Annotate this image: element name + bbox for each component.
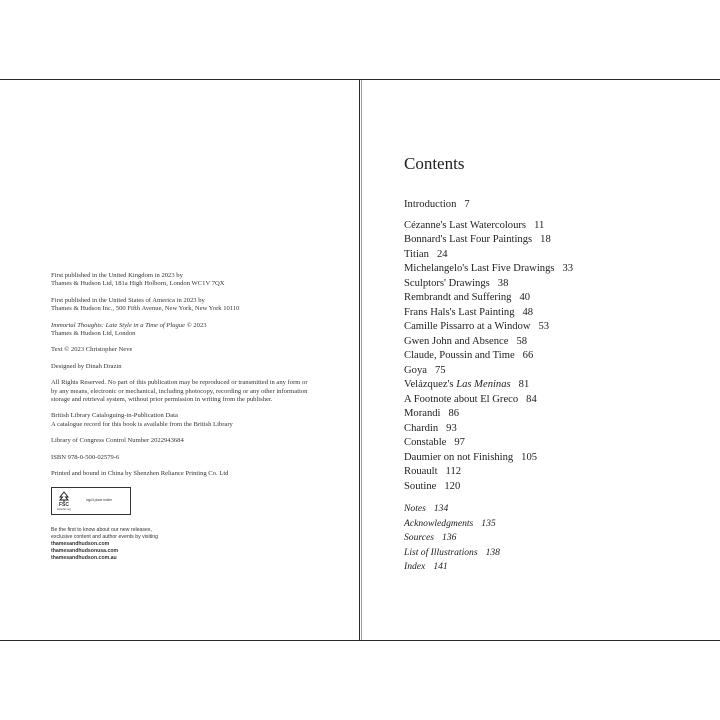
toc-entry-page: 40 [519, 292, 531, 303]
promo-line1: Be the first to know about our new releases, [51, 526, 152, 533]
toc-entry-title: Morandi [404, 408, 441, 419]
toc-entry [404, 219, 704, 234]
toc-entry-page: 58 [516, 335, 528, 347]
toc-entry-page: 81 [518, 379, 530, 390]
toc-entry [404, 248, 704, 263]
toc-entry-title: Bonnard's Last Four Paintings [404, 234, 533, 245]
toc-entry-page: 33 [562, 263, 574, 274]
title-copyright [51, 322, 311, 339]
toc-entry [404, 364, 704, 379]
toc-entry [404, 233, 704, 248]
toc-entry-page: 66 [522, 350, 534, 361]
toc-back-entry [404, 517, 704, 532]
toc-entry-page: 24 [436, 248, 448, 260]
toc-entry-title: Rouault [404, 466, 438, 477]
toc-entry-page: 38 [497, 277, 509, 289]
toc-entry-title: Goya [404, 364, 427, 376]
toc-entry [404, 378, 704, 393]
toc-entry-title: Sources [404, 532, 435, 543]
toc-back-entry [404, 546, 704, 561]
uk-publication-line1: First published in the United Kingdom in 2023 by [51, 272, 183, 279]
toc-entry-page: 97 [454, 437, 465, 448]
toc-entry-page: 7 [464, 199, 470, 210]
toc-entry [404, 465, 704, 480]
fsc-logo-box [51, 487, 131, 515]
toc-entry-page: 138 [485, 546, 500, 558]
book-title: Immortal Thoughts: Late Style in a Time of Plague [51, 321, 186, 329]
toc-entry-title: Cézanne's Last Watercolours [404, 219, 527, 231]
copyright-page [51, 272, 311, 562]
toc-entry [404, 277, 704, 292]
toc-entry-page: 53 [538, 321, 550, 332]
toc-entry [404, 320, 704, 335]
toc-entry [404, 262, 704, 277]
toc-entry-title: Acknowledgments [404, 517, 474, 529]
toc-entry-page: 134 [433, 503, 449, 514]
toc-entry [404, 436, 704, 451]
loc-number: Library of Congress Control Number 2022943684 [51, 437, 184, 445]
us-publication-line2: Thames & Hudson Inc., 500 Fifth Avenue, New York, New York 10110 [51, 305, 240, 313]
toc-entry-title: Gwen John and Absence [404, 335, 509, 347]
toc-back-entry [404, 531, 704, 546]
toc-entry [404, 393, 704, 408]
toc-entry-title [404, 379, 511, 390]
toc-entry-page: 112 [445, 466, 462, 477]
toc-back-entry [404, 560, 704, 575]
us-publication [51, 297, 311, 314]
promo-line2: exclusive content and author events by visiting [51, 533, 158, 540]
toc-entry-title-italic: Las Meninas [456, 379, 511, 390]
toc-entry-page: 86 [448, 408, 460, 419]
toc-entry-title: Titian [404, 248, 429, 260]
cip-data [51, 412, 311, 429]
contents-heading: Contents [404, 154, 465, 173]
toc-entry-title: Chardin [404, 422, 439, 434]
isbn: ISBN 978-0-500-02579-6 [51, 453, 120, 461]
toc-entry-page: 18 [540, 234, 551, 245]
toc-entry-title: Introduction [404, 199, 457, 210]
toc-entry-title-pre: Velázquez's [404, 379, 457, 390]
toc-entry [404, 335, 704, 350]
designer-credit: Designed by Dinah Drazin [51, 362, 122, 370]
toc-entry-page: 136 [442, 532, 457, 543]
toc-entry-introduction [404, 198, 704, 213]
text-copyright: Text © 2023 Christopher Neve [51, 346, 133, 354]
toc-entry-title: List of Illustrations [404, 546, 478, 558]
toc-entry-page: 93 [446, 422, 457, 434]
toc-entry [404, 422, 704, 437]
url-uk: thamesandhudson.com [51, 540, 110, 547]
toc-entry-title: Michelangelo's Last Five Drawings [404, 263, 555, 274]
toc-entry-page: 75 [434, 364, 446, 376]
uk-publication-line2: Thames & Hudson Ltd, 181a High Holborn, London WC1V 7QX [51, 280, 225, 288]
toc-entry-title: Camille Pissarro at a Window [404, 321, 531, 332]
toc-entry [404, 407, 704, 422]
toc-entry-title: Index [404, 561, 426, 572]
table-of-contents [404, 198, 704, 575]
toc-entry-page: 105 [521, 451, 538, 463]
toc-back-entry [404, 502, 704, 517]
toc-entry-page: 48 [522, 306, 534, 318]
printer-credit: Printed and bound in China by Shenzhen Reliance Printing Co. Ltd [51, 470, 229, 478]
rights-notice: All Rights Reserved. No part of this publication may be reproduced or transmitted in any form or by any means, electronic or mechanical, including photocopy, recording or any other information storage and retrieval system, without prior permission in writing from the publisher. [51, 379, 308, 404]
toc-entry-page: 11 [534, 219, 545, 231]
chapter-list [404, 219, 704, 495]
fsc-tree-icon [52, 488, 76, 514]
toc-entry [404, 349, 704, 364]
toc-entry-title: Soutine [404, 480, 437, 492]
toc-entry-title: Sculptors' Drawings [404, 277, 490, 289]
uk-publication [51, 272, 311, 289]
toc-entry-title: Notes [404, 503, 426, 514]
promo-block [51, 527, 311, 562]
us-publication-line1: First published in the United States of America in 2023 by [51, 296, 205, 304]
back-matter-list [404, 502, 704, 575]
toc-entry-title: Frans Hals's Last Painting [404, 306, 515, 318]
toc-entry-title: Rembrandt and Suffering [404, 292, 512, 303]
toc-entry [404, 291, 704, 306]
title-publisher: Thames & Hudson Ltd, London [51, 330, 136, 338]
toc-entry-page: 135 [481, 517, 496, 529]
toc-entry-title: Daumier on not Finishing [404, 451, 514, 463]
fsc-placeholder-text: logo3 place holder [86, 498, 113, 503]
toc-entry-page: 84 [526, 393, 537, 405]
cip-line2: A catalogue record for this book is available from the British Library [51, 420, 233, 428]
fsc-url: www.fsc.org [57, 507, 71, 511]
fsc-label: FSC [59, 501, 69, 508]
toc-entry-page: 141 [433, 561, 448, 572]
toc-entry [404, 480, 704, 495]
toc-entry [404, 306, 704, 321]
cip-line1: British Library Cataloguing-in-Publication Data [51, 412, 178, 420]
toc-entry [404, 451, 704, 466]
gutter-line-inner [361, 80, 362, 640]
url-au: thamesandhudson.com.au [51, 554, 117, 561]
gutter-line [359, 80, 360, 640]
toc-entry-page: 120 [444, 480, 461, 492]
url-us: thamesandhudsonusa.com [51, 547, 119, 554]
toc-entry-title: Constable [404, 437, 447, 448]
title-copyright-year: © 2023 [185, 321, 207, 329]
toc-entry-title: Claude, Poussin and Time [404, 350, 515, 361]
toc-entry-title: A Footnote about El Greco [404, 393, 519, 405]
